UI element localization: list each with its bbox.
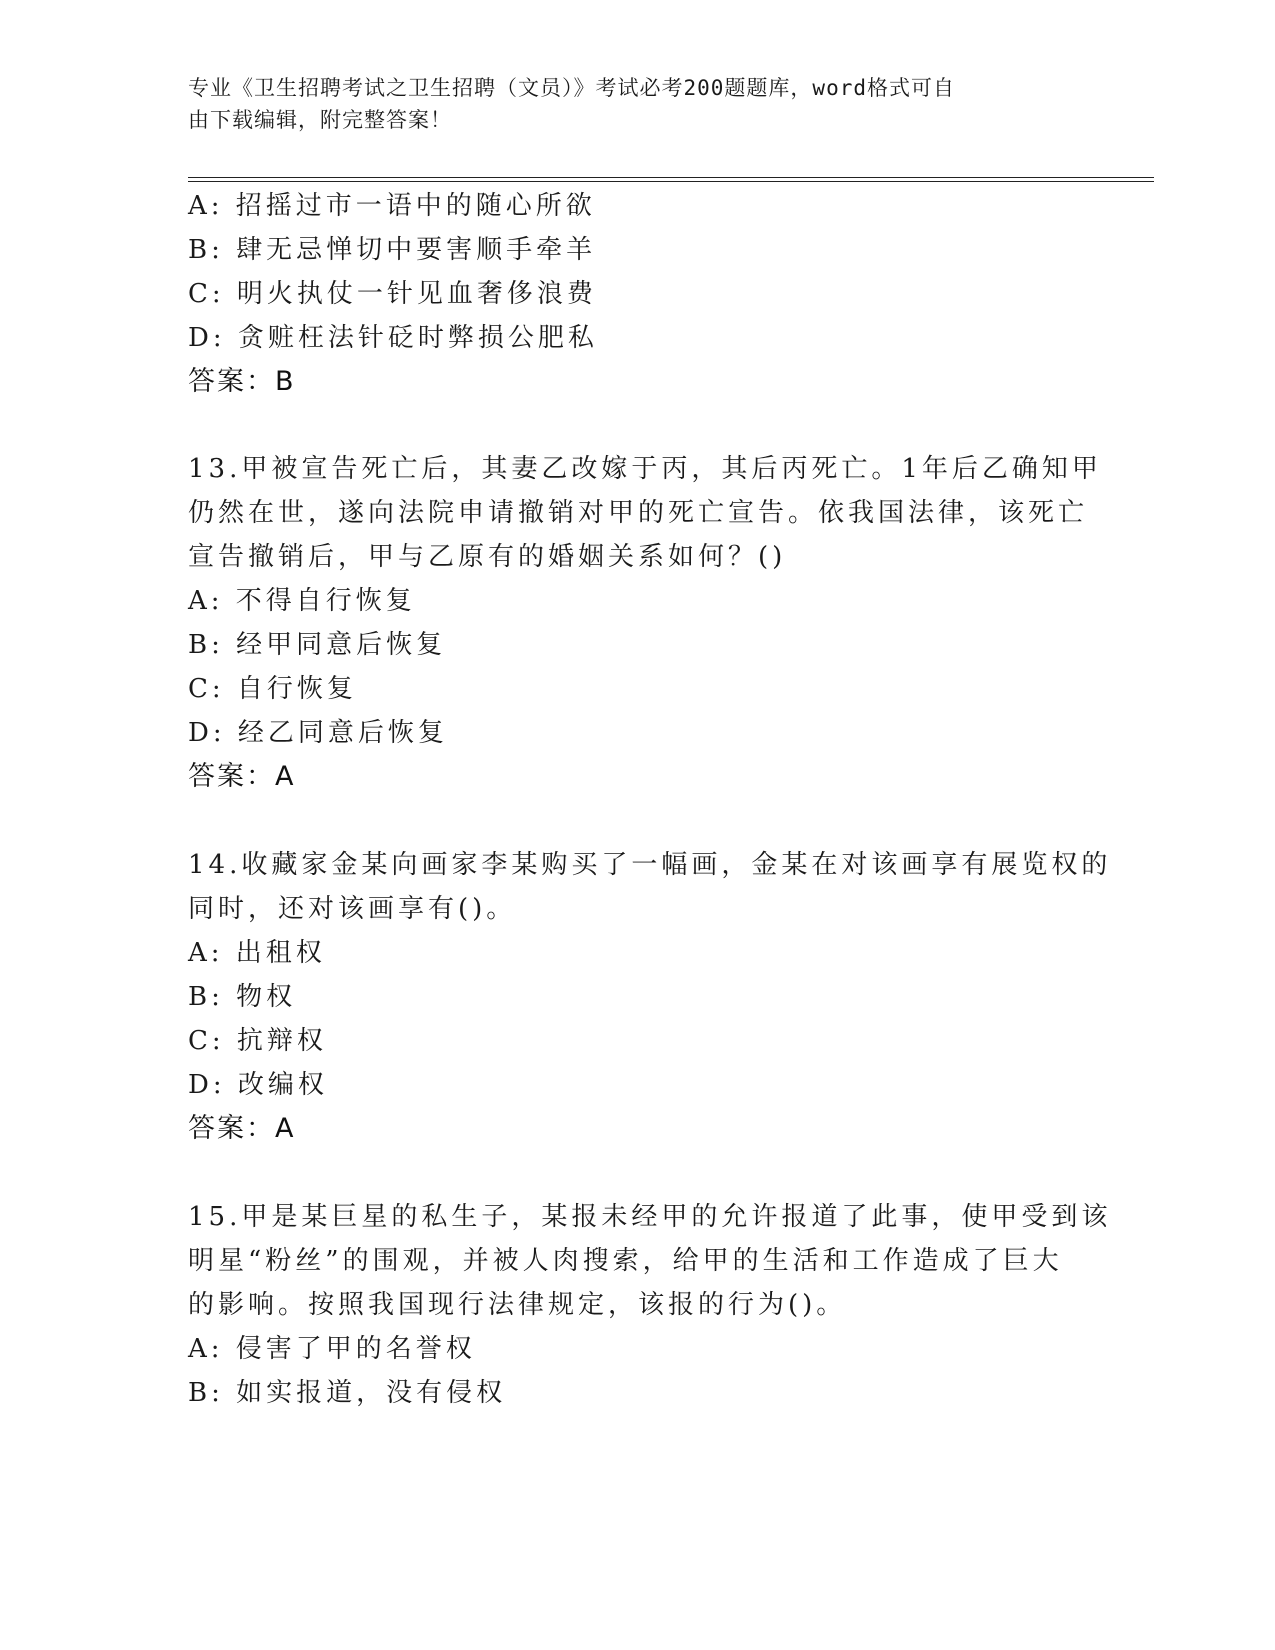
q14-option-d: D: 改编权 — [188, 1070, 328, 1100]
q13-option-d: D: 经乙同意后恢复 — [188, 718, 448, 748]
q14-text-line-1: 14.收藏家金某向画家李某购买了一幅画，金某在对该画享有展览权的 — [188, 850, 1112, 880]
q13-text-line-3: 宣告撤销后，甲与乙原有的婚姻关系如何？() — [188, 542, 787, 572]
q13-option-c: C: 自行恢复 — [188, 674, 357, 704]
q12-option-a: A: 招摇过市一语中的随心所欲 — [188, 191, 596, 221]
header-line-2: 由下载编辑，附完整答案！ — [188, 108, 452, 132]
header-divider-top — [188, 177, 1154, 178]
q14-answer: 答案：A — [188, 1113, 296, 1144]
q13-option-b: B: 经甲同意后恢复 — [188, 630, 447, 660]
q13-text-line-2: 仍然在世，遂向法院申请撤销对甲的死亡宣告。依我国法律，该死亡 — [188, 498, 1089, 528]
q13-text-line-1: 13.甲被宣告死亡后，其妻乙改嫁于丙，其后丙死亡。1年后乙确知甲 — [188, 454, 1102, 484]
q14-option-c: C: 抗辩权 — [188, 1026, 327, 1056]
q12-answer: 答案：B — [188, 366, 296, 397]
q12-option-d: D: 贪赃枉法针砭时弊损公肥私 — [188, 323, 598, 353]
q12-option-b: B: 肆无忌惮切中要害顺手牵羊 — [188, 235, 597, 265]
q15-text-line-2: 明星“粉丝”的围观，并被人肉搜索，给甲的生活和工作造成了巨大 — [188, 1246, 1063, 1276]
q15-option-a: A: 侵害了甲的名誉权 — [188, 1334, 476, 1364]
document-header — [188, 72, 1068, 136]
q14-option-b: B: 物权 — [188, 982, 297, 1012]
q15-text-line-1: 15.甲是某巨星的私生子，某报未经甲的允许报道了此事，使甲受到该 — [188, 1202, 1112, 1232]
q14-option-a: A: 出租权 — [188, 938, 326, 968]
q15-option-b: B: 如实报道，没有侵权 — [188, 1378, 507, 1408]
q14-text-line-2: 同时，还对该画享有()。 — [188, 894, 517, 924]
q12-option-c: C: 明火执仗一针见血奢侈浪费 — [188, 279, 597, 309]
q13-option-a: A: 不得自行恢复 — [188, 586, 416, 616]
q15-text-line-3: 的影响。按照我国现行法律规定，该报的行为()。 — [188, 1290, 847, 1320]
q13-answer: 答案：A — [188, 761, 296, 792]
header-divider-bottom — [188, 181, 1154, 182]
header-line-1: 专业《卫生招聘考试之卫生招聘（文员）》考试必考200题题库，word格式可自 — [188, 76, 955, 100]
